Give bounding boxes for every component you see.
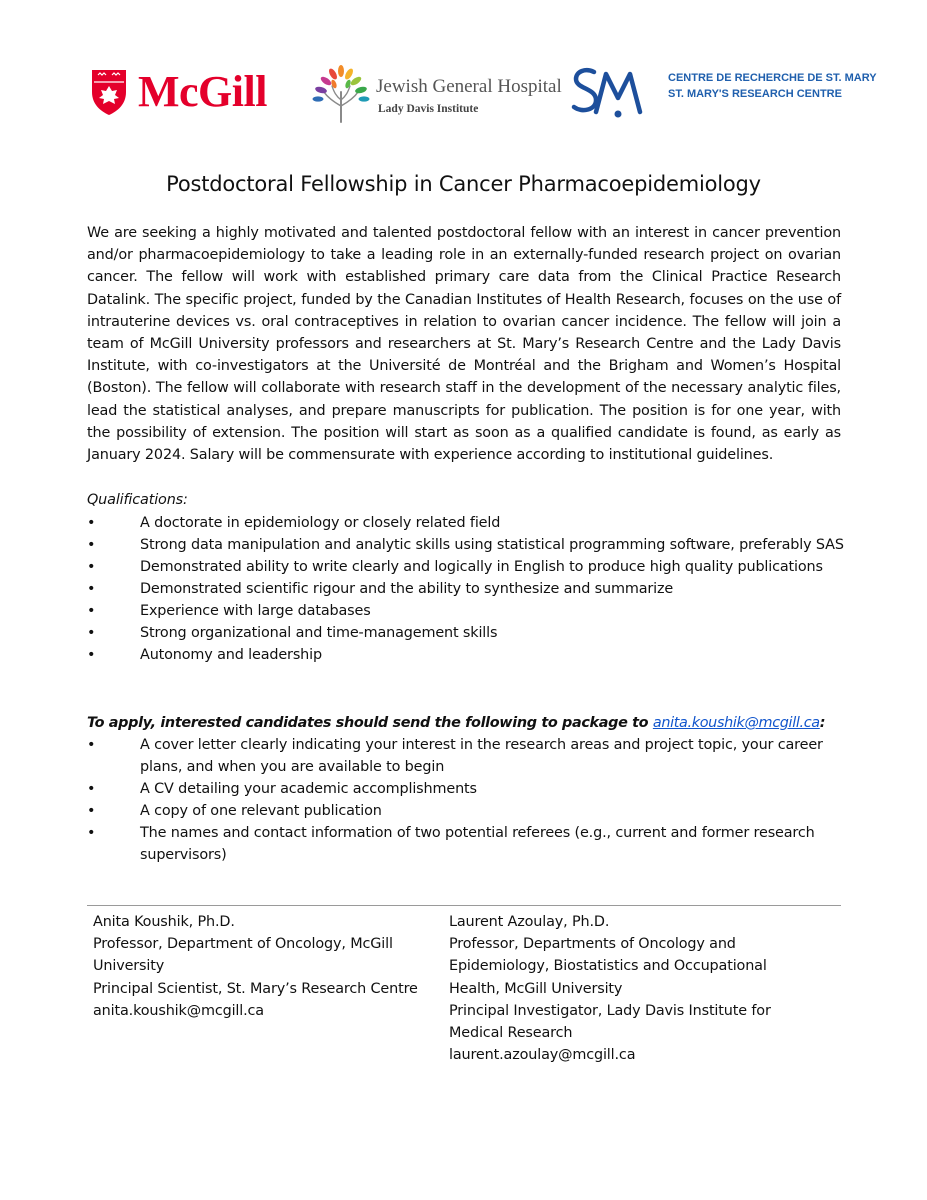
mcgill-shield-icon xyxy=(90,68,128,116)
apply-heading: To apply, interested candidates should send the following to package to anita.koushik@mcgill.ca: xyxy=(87,715,826,731)
list-item: • A CV detailing your academic accomplishments xyxy=(87,778,847,800)
signatory-name: Laurent Azoulay, Ph.D. xyxy=(449,914,610,930)
apply-email-link[interactable]: anita.koushik@mcgill.ca xyxy=(652,715,820,731)
jgh-logo xyxy=(310,62,562,124)
qualifications-list xyxy=(87,512,847,666)
signatory-email[interactable]: laurent.azoulay@mcgill.ca xyxy=(449,1047,636,1064)
st-marys-research-centre-text xyxy=(668,70,877,102)
list-item: • Strong organizational and time-management skills xyxy=(87,622,847,644)
bullet-icon: • xyxy=(87,825,96,841)
list-item: • Demonstrated ability to write clearly and logically in English to produce high quality publications xyxy=(87,556,847,578)
signatory-email[interactable]: anita.koushik@mcgill.ca xyxy=(93,1002,264,1019)
mcgill-logo xyxy=(90,66,267,118)
signatory-title-line: Principal Scientist, St. Mary’s Research Centre xyxy=(93,980,418,997)
bullet-icon: • xyxy=(87,737,96,753)
bullet-icon: • xyxy=(87,581,96,597)
st-marys-logo-icon xyxy=(570,62,646,122)
bullet-icon: • xyxy=(87,603,96,619)
bullet-icon: • xyxy=(87,647,96,663)
logo-header xyxy=(90,62,877,132)
bullet-icon: • xyxy=(87,625,96,641)
jgh-subtitle: Lady Davis Institute xyxy=(378,102,479,115)
signatory-title-line: Epidemiology, Biostatistics and Occupational xyxy=(449,958,767,975)
list-item: • Demonstrated scientific rigour and the ability to synthesize and summarize xyxy=(87,578,847,600)
bullet-icon: • xyxy=(87,515,96,531)
bullet-icon: • xyxy=(87,537,96,553)
qualifications-heading: Qualifications: xyxy=(87,492,188,508)
apply-list xyxy=(87,734,847,866)
tree-of-life-icon xyxy=(310,62,372,124)
crsm-line-english: ST. MARY'S RESEARCH CENTRE xyxy=(668,88,842,100)
list-item: • Autonomy and leadership xyxy=(87,644,847,666)
signatory-name: Anita Koushik, Ph.D. xyxy=(93,914,235,930)
crsm-line-french: CENTRE DE RECHERCHE DE ST. MARY xyxy=(668,72,877,84)
signatory-title-line: Professor, Departments of Oncology and xyxy=(449,936,736,953)
bullet-icon: • xyxy=(87,803,96,819)
list-item: • The names and contact information of two potential referees (e.g., current and former research supervisors) xyxy=(87,822,847,866)
signatory-title-line: Medical Research xyxy=(449,1025,573,1042)
signature-koushik xyxy=(93,911,443,1022)
jgh-name: Jewish General Hospital xyxy=(376,76,562,98)
list-item: • A cover letter clearly indicating your interest in the research areas and project topic, your career plans, and when you are available to begin xyxy=(87,734,847,778)
list-item: • A copy of one relevant publication xyxy=(87,800,847,822)
signatory-title-line: University xyxy=(93,958,165,975)
list-item: • Experience with large databases xyxy=(87,600,847,622)
bullet-icon: • xyxy=(87,781,96,797)
signature-azoulay xyxy=(449,911,829,1066)
intro-paragraph: We are seeking a highly motivated and talented postdoctoral fellow with an interest in cancer prevention and/or pharmacoepidemiology to take a leading role in an externally-funded research project on ovarian cancer. The fellow will work with established primary care data from the Clinical Practice Research Datalink. The specific project, funded by the Canadian Institutes of Health Research, focuses on the use of intrauterine devices vs. oral contraceptives in relation to ovarian cancer incidence. The fellow will join a team of McGill University professors and researchers at St. Mary’s Research Centre and the Lady Davis Institute, with co-investigators at the Université de Montréal and the Brigham and Women’s Hospital (Boston). The fellow will collaborate with research staff in the development of the necessary analytic files, lead the statistical analyses, and prepare manuscripts for publication. The position is for one year, with the possibility of extension. The position will start as soon as a qualified candidate is found, as early as January 2024. Salary will be commensurate with experience according to institutional guidelines. xyxy=(87,225,841,464)
signatory-title-line: Health, McGill University xyxy=(449,980,623,997)
list-item: • A doctorate in epidemiology or closely related field xyxy=(87,512,847,534)
signatory-title-line: Professor, Department of Oncology, McGill xyxy=(93,936,393,953)
page-title: Postdoctoral Fellowship in Cancer Pharmacoepidemiology xyxy=(166,172,761,196)
bullet-icon: • xyxy=(87,559,96,575)
signature-divider xyxy=(87,905,841,906)
list-item: • Strong data manipulation and analytic skills using statistical programming software, preferably SAS xyxy=(87,534,847,556)
mcgill-wordmark: McGill xyxy=(138,67,267,116)
signatory-title-line: Principal Investigator, Lady Davis Institute for xyxy=(449,1002,771,1019)
